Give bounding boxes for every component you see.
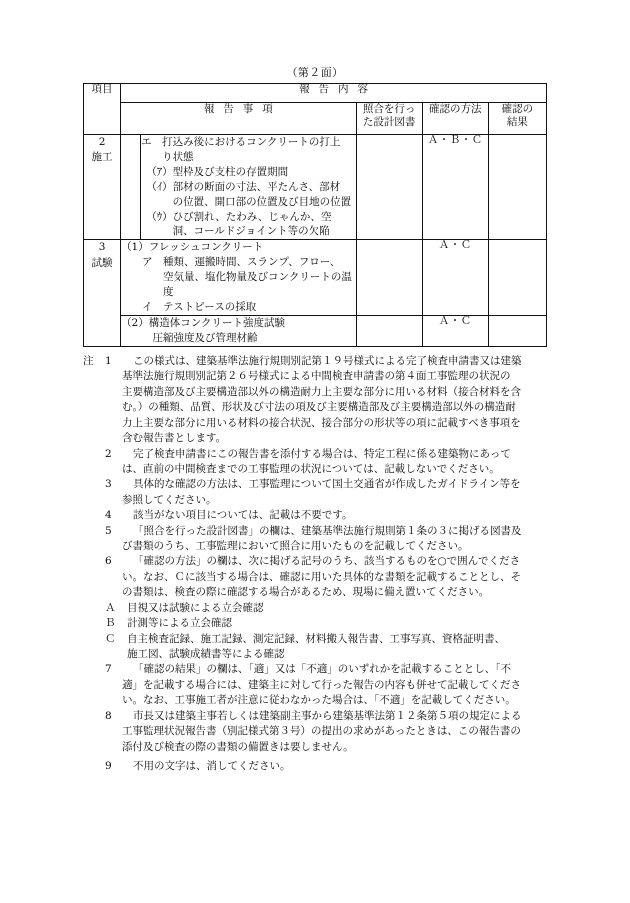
report-matter-line: （2）構造体コンクリート強度試験 bbox=[121, 316, 286, 329]
note-line bbox=[83, 477, 555, 492]
note-line bbox=[83, 539, 555, 554]
note-number: 7 bbox=[105, 663, 112, 676]
note-number: 1 bbox=[105, 355, 112, 367]
report-matter-line: 圧縮強度及び管理材齢 bbox=[121, 331, 258, 344]
header-item-col: 項目 bbox=[84, 84, 121, 135]
note-sub-item bbox=[83, 601, 555, 616]
row-report-matter bbox=[121, 315, 356, 346]
row-confirmation-result[interactable] bbox=[488, 135, 546, 240]
note-text: び書類のうち、工事監理において照合に用いたものを記載してください。 bbox=[122, 540, 469, 553]
report-matter-line: エ 打込み後におけるコンクリートの打上 bbox=[141, 136, 341, 148]
report-matter-line: 洞、コールドジョイント等の欠陥 bbox=[141, 225, 330, 238]
report-matter-line: り状態 bbox=[141, 150, 194, 163]
note-number: 2 bbox=[105, 447, 112, 460]
header-confirmation-result-line1: 確認の bbox=[501, 103, 534, 115]
report-matter-line: （ｱ）型枠及び支柱の存置期間 bbox=[141, 165, 289, 178]
report-matter-line: （1）フレッシュコンクリート bbox=[121, 241, 264, 254]
table-body bbox=[84, 135, 547, 347]
row-confirmation-result[interactable] bbox=[488, 315, 546, 346]
note-line bbox=[83, 678, 555, 693]
note-line bbox=[83, 462, 555, 477]
note-sub-item-label: Ａ bbox=[105, 601, 116, 614]
note-number: 5 bbox=[105, 524, 112, 537]
note-text: の書類は、検査の際に確認する場合があるため、現場に備え置いてください。 bbox=[122, 586, 490, 599]
note-text: い。なお、工事施工者が注意に従わなかった場合は、「不適」を記載してください。 bbox=[122, 694, 516, 707]
row-confirmation-method[interactable]: Ａ・Ｃ bbox=[422, 315, 488, 346]
row-confirmation-result[interactable] bbox=[488, 240, 546, 316]
page-label: （第２面） bbox=[286, 66, 344, 79]
note-sub-item bbox=[83, 616, 555, 631]
table-row bbox=[84, 135, 547, 240]
row-item-number: 3 bbox=[98, 241, 106, 254]
note-sub-item bbox=[83, 632, 555, 647]
report-matter-line: 度 bbox=[121, 286, 174, 299]
note-line bbox=[83, 759, 555, 774]
row-confirmation-method[interactable]: Ａ・Ｂ・Ｃ bbox=[422, 135, 488, 240]
note-line bbox=[83, 508, 555, 523]
note-line bbox=[83, 585, 555, 600]
note-text: 主要構造部及び主要構造部以外の構造耐力上主要な部分に用いる材料（接合材料を含 bbox=[122, 385, 521, 398]
note-text: 該当がない項目については、記載は不要です。 bbox=[133, 509, 353, 522]
note-line bbox=[83, 385, 555, 400]
header-design-documents bbox=[356, 103, 422, 135]
table-head-group bbox=[84, 84, 547, 135]
row-design-documents[interactable] bbox=[356, 240, 422, 316]
note-text: 「確認の方法」の欄は、次に掲げる記号のうち、該当するものを○で囲んでくださ bbox=[133, 555, 521, 568]
note-line bbox=[83, 416, 555, 431]
row-item-label bbox=[84, 135, 121, 240]
note-line bbox=[83, 554, 555, 569]
note-line bbox=[83, 431, 555, 446]
report-matter-line: イ テストピースの採取 bbox=[121, 300, 257, 313]
note-number: 3 bbox=[105, 478, 112, 491]
notes-section bbox=[83, 354, 555, 774]
note-text: 「照合を行った設計図書」の欄は、建築基準法施行規則第１条の３に掲げる図書及 bbox=[133, 524, 522, 537]
note-line bbox=[83, 369, 555, 384]
row-gutter-cell bbox=[121, 135, 141, 240]
note-line bbox=[83, 447, 555, 462]
row-report-matter bbox=[141, 135, 356, 240]
note-line bbox=[83, 524, 555, 539]
header-design-documents-line2: た設計図書 bbox=[362, 115, 416, 128]
report-table-container bbox=[83, 83, 547, 347]
table-header-row-top bbox=[84, 84, 547, 103]
notes-label: 注 bbox=[83, 355, 94, 367]
note-sub-item-label: Ｃ bbox=[105, 632, 116, 645]
header-report-content: 報告内容 bbox=[121, 84, 547, 103]
row-confirmation-method[interactable]: Ａ・Ｃ bbox=[422, 240, 488, 316]
note-text: は、直前の中間検査までの工事監理の状況については、記載しないでください。 bbox=[122, 462, 500, 475]
row-report-matter bbox=[121, 240, 356, 316]
row-item-number: 2 bbox=[98, 136, 106, 148]
report-matter-line: ア 種類、運搬時間、スランプ、フロー、 bbox=[121, 256, 341, 269]
note-line bbox=[83, 400, 555, 415]
note-text: 適」を記載する場合には、建築主に対して行った報告の内容も併せて記載してくださ bbox=[122, 678, 521, 691]
note-text: 添付及び検査の際の書類の備置きは要しません。 bbox=[122, 740, 354, 753]
note-text: 市長又は建築主事若しくは建築副主事から建築基準法第１２条第５項の規定による bbox=[133, 709, 522, 722]
note-line bbox=[83, 570, 555, 585]
header-report-matter: 報告事項 bbox=[121, 103, 356, 135]
header-confirmation-result-line2: 結果 bbox=[506, 115, 528, 128]
note-sub-item-text: 自主検査記録、施工記録、測定記録、材料搬入報告書、工事写真、資格証明書、 bbox=[127, 632, 505, 645]
note-number: 4 bbox=[105, 509, 112, 522]
report-matter-line: の位置、開口部の位置及び目地の位置 bbox=[141, 195, 352, 208]
row-item-label bbox=[84, 240, 121, 346]
note-text: 完了検査申請書にこの報告書を添付する場合は、特定工程に係る建築物にあって bbox=[133, 447, 511, 460]
note-text: 含む報告書とします。 bbox=[122, 432, 227, 445]
note-sub-item-text: 計測等による立会確認 bbox=[127, 617, 232, 630]
row-design-documents[interactable] bbox=[356, 135, 422, 240]
note-number: 9 bbox=[105, 759, 112, 772]
header-confirmation-method: 確認の方法 bbox=[422, 103, 488, 135]
report-table bbox=[83, 83, 547, 347]
note-text: 工事監理状況報告書（別記様式第３号）の提出の求めがあったときは、この報告書の bbox=[122, 725, 521, 738]
note-line bbox=[83, 709, 555, 724]
row-item-name: 施工 bbox=[91, 151, 113, 164]
table-header-row-sub bbox=[84, 103, 547, 135]
note-text: 具体的な確認の方法は、工事監理について国土交通省が作成したガイドライン等を bbox=[133, 478, 521, 491]
note-text: む。）の種類、品質、形状及び寸法の項及び主要構造部及び主要構造部以外の構造耐 bbox=[122, 401, 516, 414]
note-text: 基準法施行規則別記第２６号様式による中間検査申請書の第４面工事監理の状況の bbox=[122, 370, 511, 383]
note-line bbox=[83, 493, 555, 508]
note-text: 不用の文字は、消してください。 bbox=[133, 759, 291, 772]
report-matter-line: （ｲ）部材の断面の寸法、平たんさ、部材 bbox=[141, 180, 341, 193]
report-matter-line: 空気量、塩化物量及びコンクリートの温 bbox=[121, 271, 352, 284]
note-line bbox=[83, 354, 555, 369]
row-item-name: 試験 bbox=[91, 256, 113, 269]
note-sub-item-text: 目視又は試験による立会確認 bbox=[127, 601, 264, 614]
note-text: 参照してください。 bbox=[122, 493, 217, 506]
report-matter-line: （ｳ）ひび割れ、たわみ、じゃんか、空 bbox=[141, 210, 332, 223]
row-design-documents[interactable] bbox=[356, 315, 422, 346]
note-line bbox=[83, 724, 555, 739]
note-sub-item-text: 施工図、試験成績書等による確認 bbox=[127, 648, 285, 661]
note-line bbox=[83, 693, 555, 708]
header-design-documents-line1: 照合を行っ bbox=[362, 103, 416, 115]
note-line bbox=[83, 740, 555, 755]
note-number: 6 bbox=[105, 555, 112, 568]
table-row bbox=[84, 240, 547, 316]
note-sub-item-label: Ｂ bbox=[105, 617, 116, 630]
header-confirmation-result bbox=[488, 103, 546, 135]
note-line bbox=[83, 662, 555, 677]
note-number: 8 bbox=[105, 709, 112, 722]
note-sub-item bbox=[83, 647, 555, 662]
note-text: い。なお、Ｃに該当する場合は、確認に用いた具体的な書類を記載することとし、そ bbox=[122, 570, 521, 583]
table-row bbox=[84, 315, 547, 346]
note-text: 力上主要な部分に用いる材料の接合状況、接合部分の形状等の項に記載すべき事項を bbox=[122, 416, 521, 429]
note-text: この様式は、建築基準法施行規則別記第１９号様式による完了検査申請書又は建築 bbox=[133, 355, 522, 367]
note-text: 「確認の結果」の欄は、「適」又は「不適」のいずれかを記載することとし、「不 bbox=[133, 663, 511, 676]
